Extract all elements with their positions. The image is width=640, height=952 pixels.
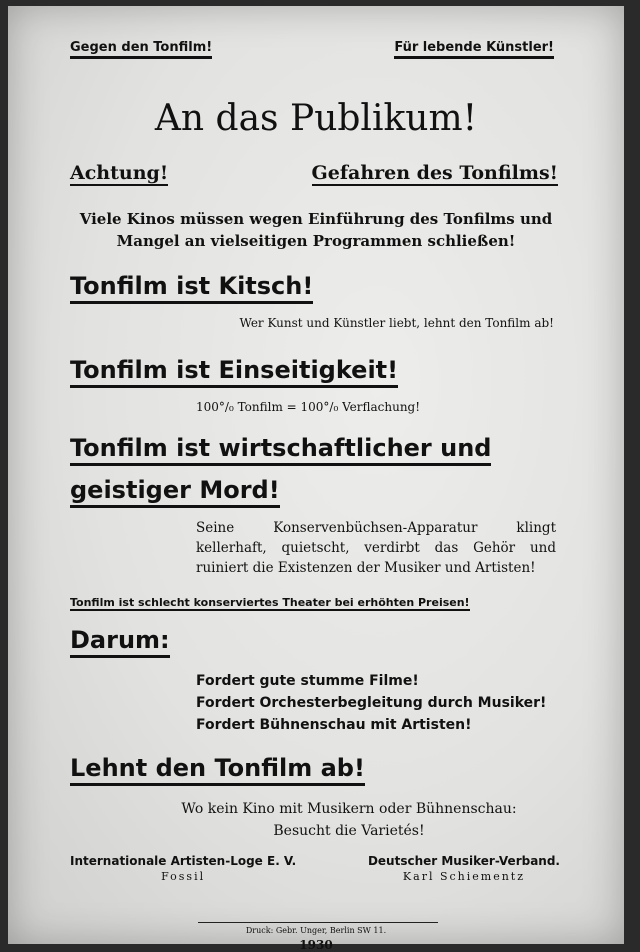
reject-heading-text: Lehnt den Tonfilm ab! bbox=[70, 754, 365, 786]
slogan-right-text: Für lebende Künstler! bbox=[394, 40, 554, 59]
subheading-right bbox=[312, 162, 558, 186]
printer-credit: Druck: Gebr. Unger, Berlin SW 11. bbox=[245, 926, 387, 935]
section1-heading-text: Tonfilm ist Kitsch! bbox=[70, 272, 313, 304]
darum-heading-text: Darum: bbox=[70, 626, 170, 658]
signature-right bbox=[368, 854, 560, 883]
signature-left bbox=[70, 854, 296, 883]
demand-item: Fordert Bühnenschau mit Artisten! bbox=[196, 717, 472, 733]
section1-note: Wer Kunst und Künstler liebt, lehnt den Tonfilm ab! bbox=[239, 316, 554, 330]
printer-rule bbox=[198, 922, 438, 923]
slogan-left bbox=[70, 40, 212, 59]
slogan-right bbox=[394, 40, 554, 59]
section3-paragraph: Seine Konservenbüchsen-Apparatur klingt kellerhaft, quietscht, verdirbt das Gehör und ruiniert die Existenzen der Musiker und Artisten! bbox=[196, 520, 556, 576]
section3-heading-line1-text: Tonfilm ist wirtschaftlicher und bbox=[70, 434, 491, 466]
poster-title: An das Publikum! bbox=[154, 98, 478, 139]
demand-item: Fordert Orchesterbegleitung durch Musiker! bbox=[196, 695, 547, 711]
section3-heading-line2-text: geistiger Mord! bbox=[70, 476, 280, 508]
reject-heading bbox=[70, 754, 365, 786]
closing-line-1: Wo kein Kino mit Musikern oder Bühnenschau: bbox=[181, 801, 517, 817]
poster-year: 1930 bbox=[299, 938, 333, 952]
intro-text bbox=[8, 208, 624, 252]
demands-list bbox=[196, 670, 546, 736]
theater-line-text: Tonfilm ist schlecht konserviertes Theater bei erhöhten Preisen! bbox=[70, 596, 470, 609]
darum-heading bbox=[70, 626, 170, 658]
intro-line-1: Viele Kinos müssen wegen Einführung des Tonfilms und bbox=[79, 210, 553, 228]
section2-heading-text: Tonfilm ist Einseitigkeit! bbox=[70, 356, 398, 388]
signature-right-name: Karl Schiementz bbox=[402, 870, 526, 883]
poster bbox=[8, 6, 624, 952]
intro-line-2: Mangel an vielseitigen Programmen schließen! bbox=[116, 232, 516, 250]
subheading-right-text: Gefahren des Tonfilms! bbox=[311, 162, 558, 184]
section3-heading-line2 bbox=[70, 476, 280, 508]
signature-left-name: Fossil bbox=[161, 870, 206, 883]
section2-heading bbox=[70, 356, 398, 388]
section2-note: 100°/₀ Tonfilm = 100°/₀ Verflachung! bbox=[196, 400, 421, 414]
slogan-left-text: Gegen den Tonfilm! bbox=[70, 40, 212, 59]
closing-line-2: Besucht die Varietés! bbox=[273, 823, 425, 839]
subheading-left-text: Achtung! bbox=[70, 162, 169, 184]
closing-text bbox=[8, 798, 624, 842]
section1-heading bbox=[70, 272, 313, 304]
section3-heading-line1 bbox=[70, 434, 491, 466]
theater-line bbox=[70, 596, 470, 611]
demand-item: Fordert gute stumme Filme! bbox=[196, 673, 419, 689]
subheading-left bbox=[70, 162, 168, 186]
signature-right-org: Deutscher Musiker-Verband. bbox=[367, 854, 560, 868]
signature-left-org: Internationale Artisten-Loge E. V. bbox=[70, 854, 297, 868]
